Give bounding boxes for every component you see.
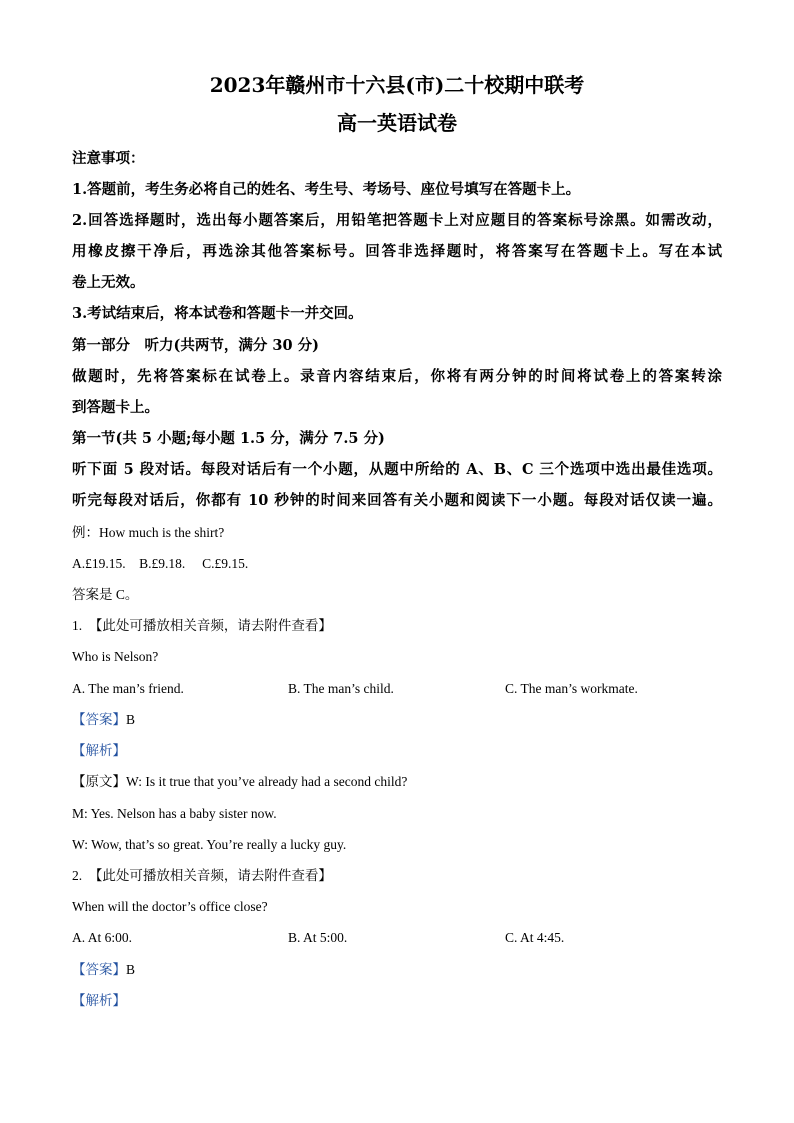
question-1-transcript-line-2: M: Yes. Nelson has a baby sister now. [72,806,277,821]
notice-heading: 注意事项： [72,150,145,167]
exam-subtitle: 高一英语试卷 [337,111,457,135]
notice-item-1: 1.答题前，考生务必将自己的姓名、考生号、考场号、座位号填写在答题卡上。 [72,181,581,198]
section1-heading: 第一节(共 5 小题;每小题 1.5 分，满分 7.5 分) [72,430,385,447]
question-2-option-b: B. At 5:00. [288,930,348,945]
section1-instruction-line-2: 听完每段对话后，你都有 10 秒钟的时间来回答有关小题和阅读下一小题。每段对话仅读一遍。 [72,492,722,509]
question-1-transcript-line-1 [72,772,722,792]
example-question: 例：How much is the shirt? [72,525,225,540]
answer-value: B [126,962,136,977]
notice-item-2-line-3: 卷上无效。 [72,274,145,291]
transcript-tag: 【原文】 [72,774,126,789]
question-2-text: When will the doctor’s office close? [72,899,268,914]
exam-title: 2023年赣州市十六县(市)二十校期中联考 [209,73,585,97]
notice-item-2-line-1: 2.回答选择题时，选出每小题答案后，用铅笔把答题卡上对应题目的答案标号涂黑。如需改动， [72,212,722,229]
notice-item-3: 3.考试结束后，将本试卷和答题卡一并交回。 [72,305,363,322]
notice-item-2-line-2: 用橡皮擦干净后，再选涂其他答案标号。回答非选择题时，将答案写在答题卡上。写在本试 [72,243,722,260]
question-2-answer [72,960,722,980]
question-1-label: 1. 【此处可播放相关音频，请去附件查看】 [72,618,332,633]
answer-tag: 【答案】 [72,712,126,727]
question-2-option-a: A. At 6:00. [72,930,133,945]
example-options: A.£19.15. B.£9.18. C.£9.15. [72,556,249,571]
question-2-label: 2. 【此处可播放相关音频，请去附件查看】 [72,868,332,883]
question-1-analysis-tag: 【解析】 [72,743,126,758]
question-2-option-c: C. At 4:45. [505,930,565,945]
answer-tag: 【答案】 [72,962,126,977]
section1-instruction-line-1: 听下面 5 段对话。每段对话后有一个小题，从题中所给的 A、B、C 三个选项中选出最佳选项。 [72,461,722,478]
question-1-transcript-line-3: W: Wow, that’s so great. You’re really a lucky guy. [72,837,347,852]
answer-value: B [126,712,136,727]
part1-heading: 第一部分 听力(共两节，满分 30 分) [72,337,319,354]
question-2-analysis-tag: 【解析】 [72,993,126,1008]
question-1-options [72,679,722,699]
question-1-option-b: B. The man’s child. [288,681,394,696]
question-1-text: Who is Nelson? [72,649,159,664]
transcript-text: W: Is it true that you’ve already had a second child? [126,774,408,789]
part1-intro-line-1: 做题时，先将答案标在试卷上。录音内容结束后，你将有两分钟的时间将试卷上的答案转涂 [72,368,722,385]
question-2-options [72,928,722,948]
part1-intro-line-2: 到答题卡上。 [72,399,159,416]
example-answer: 答案是 C。 [72,587,139,602]
question-1-option-c: C. The man’s workmate. [505,681,638,696]
question-1-answer [72,710,722,730]
question-1-option-a: A. The man’s friend. [72,681,184,696]
